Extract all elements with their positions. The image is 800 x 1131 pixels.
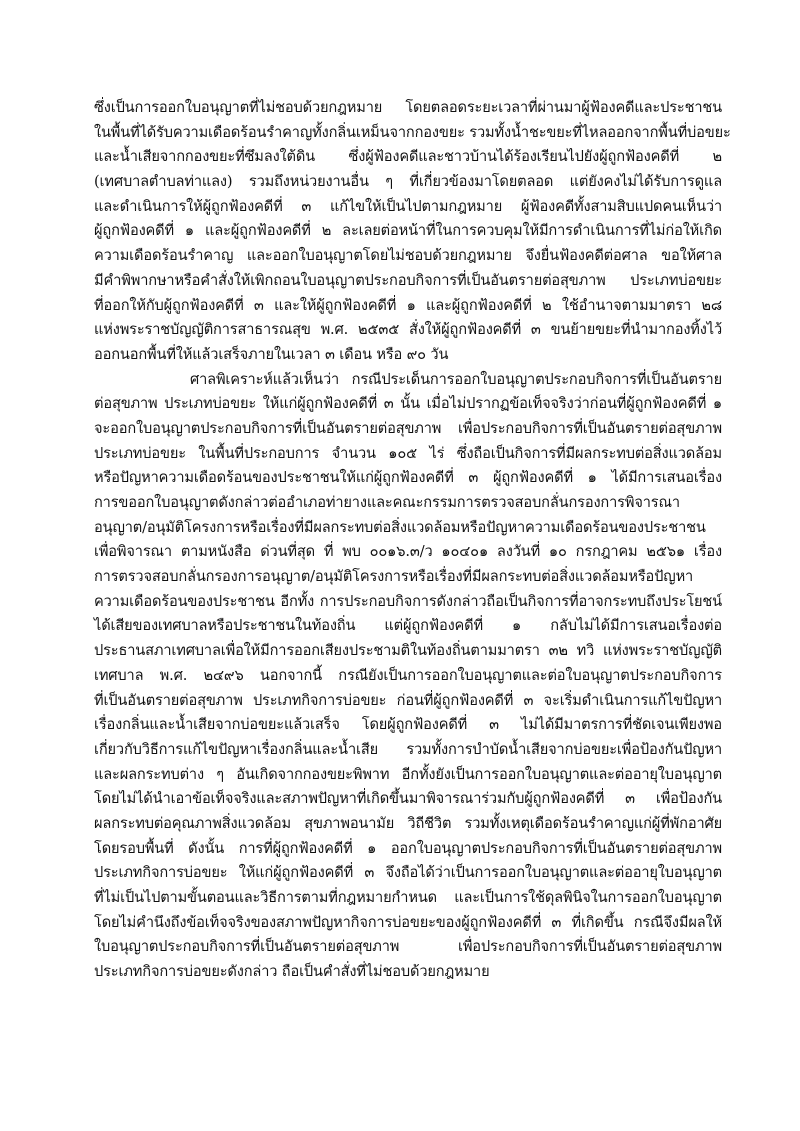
text-line: โดยไม่ได้นำเอาข้อเท็จจริงและสภาพปัญหาที่เกิดขึ้นมาพิจารณาร่วมกับผู้ถูกฟ้องคดีที่ ๓ เพื่อป้องกัน xyxy=(94,790,722,808)
text-line: เกี่ยวกับวิธีการแก้ไขปัญหาเรื่องกลิ่นและน้ำเสีย รวมทั้งการบำบัดน้ำเสียจากบ่อขยะเพื่อป้องกันปัญหา xyxy=(94,740,722,758)
text-line: ที่เป็นอันตรายต่อสุขภาพ ประเภทกิจการบ่อขยะ ก่อนที่ผู้ถูกฟ้องคดีที่ ๓ จะเริ่มดำเนินการแก้ไขปัญหา xyxy=(94,691,722,709)
text-line: และผลกระทบต่าง ๆ อันเกิดจากกองขยะพิพาท อีกทั้งยังเป็นการออกใบอนุญาตและต่ออายุใบอนุญาต xyxy=(94,765,722,783)
text-line: เพื่อพิจารณา ตามหนังสือ ด่วนที่สุด ที่ พบ ๐๐๑๖.๓/ว ๑๐๔๐๑ ลงวันที่ ๑๐ กรกฎาคม ๒๕๖๑ เรื่อง xyxy=(94,543,722,561)
text-line: ผลกระทบต่อคุณภาพสิ่งแวดล้อม สุขภาพอนามัย วิถีชีวิต รวมทั้งเหตุเดือดร้อนรำคาญแก่ผู้ที่พักอาศัย xyxy=(94,814,722,832)
text-line: ประเภทกิจการบ่อขยะ ให้แก่ผู้ถูกฟ้องคดีที่ ๓ จึงถือได้ว่าเป็นการออกใบอนุญาตและต่ออายุใบอนุญาต xyxy=(94,864,722,882)
text-line: ที่ออกให้กับผู้ถูกฟ้องคดีที่ ๓ และให้ผู้ถูกฟ้องคดีที่ ๑ และผู้ถูกฟ้องคดีที่ ๒ ใช้อำนาจตามมาตรา ๒๘ xyxy=(94,296,722,314)
text-line: ที่ไม่เป็นไปตามขั้นตอนและวิธีการตามที่กฎหมายกำหนด และเป็นการใช้ดุลพินิจในการออกใบอนุญาต xyxy=(94,889,722,906)
text-line: หรือปัญหาความเดือดร้อนของประชาชนให้แก่ผู้ถูกฟ้องคดีที่ ๓ ผู้ถูกฟ้องคดีที่ ๑ ได้มีการเสนอเรื่อง xyxy=(94,469,722,487)
text-line: อนุญาต/อนุมัติโครงการหรือเรื่องที่มีผลกระทบต่อสิ่งแวดล้อมหรือปัญหาความเดือดร้อนของประชาชน xyxy=(94,518,706,536)
text-line: และดำเนินการให้ผู้ถูกฟ้องคดีที่ ๓ แก้ไขให้เป็นไปตามกฎหมาย ผู้ฟ้องคดีทั้งสามสิบแปดคนเห็นว่า xyxy=(94,197,722,215)
text-line: ในพื้นที่ได้รับความเดือดร้อนรำคาญทั้งกลิ่นเหม็นจากกองขยะ รวมทั้งน้ำชะขยะที่ไหลออกจากพื้นที่บ่อขยะ xyxy=(94,123,731,141)
text-line: ความเดือดร้อนรำคาญ และออกใบอนุญาตโดยไม่ชอบด้วยกฎหมาย จึงยื่นฟ้องคดีต่อศาล ขอให้ศาล xyxy=(94,247,722,265)
text-line: โดยรอบพื้นที่ ดังนั้น การที่ผู้ถูกฟ้องคดีที่ ๑ ออกใบอนุญาตประกอบกิจการที่เป็นอันตรายต่อสุขภาพ xyxy=(94,839,722,857)
text-line: และน้ำเสียจากกองขยะที่ซึมลงใต้ดิน ซึ่งผู้ฟ้องคดีและชาวบ้านได้ร้องเรียนไปยังผู้ถูกฟ้องคดีที่ ๒ xyxy=(94,148,722,166)
document-page xyxy=(94,96,731,985)
text-line: ประเภทบ่อขยะ ในพื้นที่ประกอบการ จำนวน ๑๐๕ ไร่ ซึ่งถือเป็นกิจการที่มีผลกระทบต่อสิ่งแวดล้อม xyxy=(94,444,722,462)
text-line: ซึ่งเป็นการออกใบอนุญาตที่ไม่ชอบด้วยกฎหมาย โดยตลอดระยะเวลาที่ผ่านมาผู้ฟ้องคดีและประชาชน xyxy=(94,99,722,116)
text-line: ผู้ถูกฟ้องคดีที่ ๑ และผู้ถูกฟ้องคดีที่ ๒ ละเลยต่อหน้าที่ในการควบคุมให้มีการดำเนินการที่ไม่ก่อให้เกิด xyxy=(94,222,722,240)
text-line: ประเภทกิจการบ่อขยะดังกล่าว ถือเป็นคำสั่งที่ไม่ชอบด้วยกฎหมาย xyxy=(94,963,490,981)
text-line: (เทศบาลตำบลท่าแลง) รวมถึงหน่วยงานอื่น ๆ ที่เกี่ยวข้องมาโดยตลอด แต่ยังคงไม่ได้รับการดูแล xyxy=(94,173,722,191)
text-line: โดยไม่คำนึงถึงข้อเท็จจริงของสภาพปัญหากิจการบ่อขยะของผู้ถูกฟ้องคดีที่ ๓ ที่เกิดขึ้น กรณีจึงมีผลให้ xyxy=(94,913,722,931)
text-line: ต่อสุขภาพ ประเภทบ่อขยะ ให้แก่ผู้ถูกฟ้องคดีที่ ๓ นั้น เมื่อไม่ปรากฏข้อเท็จจริงว่าก่อนที่ผู้ถูกฟ้องคดีที่ ๑ xyxy=(94,395,722,413)
text-line: ความเดือดร้อนของประชาชน อีกทั้ง การประกอบกิจการดังกล่าวถือเป็นกิจการที่อาจกระทบถึงประโยชน์ xyxy=(94,592,722,610)
text-line: การขออกใบอนุญาตดังกล่าวต่ออำเภอท่ายางและคณะกรรมการตรวจสอบกลั่นกรองการพิจารณา xyxy=(94,494,680,511)
text-line: การตรวจสอบกลั่นกรองการอนุญาต/อนุมัติโครงการหรือเรื่องที่มีผลกระทบต่อสิ่งแวดล้อมหรือปัญหา xyxy=(94,568,694,586)
text-line: แห่งพระราชบัญญัติการสาธารณสุข พ.ศ. ๒๕๓๕ สั่งให้ผู้ถูกฟ้องคดีที่ ๓ ขนย้ายขยะที่นำมากองทิ้งไว้ xyxy=(94,321,722,339)
text-line: ใบอนุญาตประกอบกิจการที่เป็นอันตรายต่อสุขภาพ เพื่อประกอบกิจการที่เป็นอันตรายต่อสุขภาพ xyxy=(94,938,722,956)
text-line: เทศบาล พ.ศ. ๒๔๙๖ นอกจากนี้ กรณียังเป็นการออกใบอนุญาตและต่อใบอนุญาตประกอบกิจการ xyxy=(94,666,722,684)
text-line: ศาลพิเคราะห์แล้วเห็นว่า กรณีประเด็นการออกใบอนุญาตประกอบกิจการที่เป็นอันตราย xyxy=(190,370,722,388)
paragraph-plaintiff-claim xyxy=(94,96,731,368)
text-line: จะออกใบอนุญาตประกอบกิจการที่เป็นอันตรายต่อสุขภาพ เพื่อประกอบกิจการที่เป็นอันตรายต่อสุขภาพ xyxy=(94,419,722,437)
paragraph-court-consideration xyxy=(94,368,722,985)
text-line: เรื่องกลิ่นและน้ำเสียจากบ่อขยะแล้วเสร็จ โดยผู้ถูกฟ้องคดีที่ ๓ ไม่ได้มีมาตรการที่ชัดเจนเพียงพอ xyxy=(94,716,722,734)
text-line: ออกนอกพื้นที่ให้แล้วเสร็จภายในเวลา ๓ เดือน หรือ ๙๐ วัน xyxy=(94,345,449,363)
text-line: ประธานสภาเทศบาลเพื่อให้มีการออกเสียงประชามติในท้องถิ่นตามมาตรา ๓๒ ทวิ แห่งพระราชบัญญัติ xyxy=(94,642,722,660)
text-line: มีคำพิพากษาหรือคำสั่งให้เพิกถอนใบอนุญาตประกอบกิจการที่เป็นอันตรายต่อสุขภาพ ประเภทบ่อขยะ xyxy=(94,271,722,289)
text-line: ได้เสียของเทศบาลหรือประชาชนในท้องถิ่น แต่ผู้ถูกฟ้องคดีที่ ๑ กลับไม่ได้มีการเสนอเรื่องต่อ xyxy=(94,617,722,635)
